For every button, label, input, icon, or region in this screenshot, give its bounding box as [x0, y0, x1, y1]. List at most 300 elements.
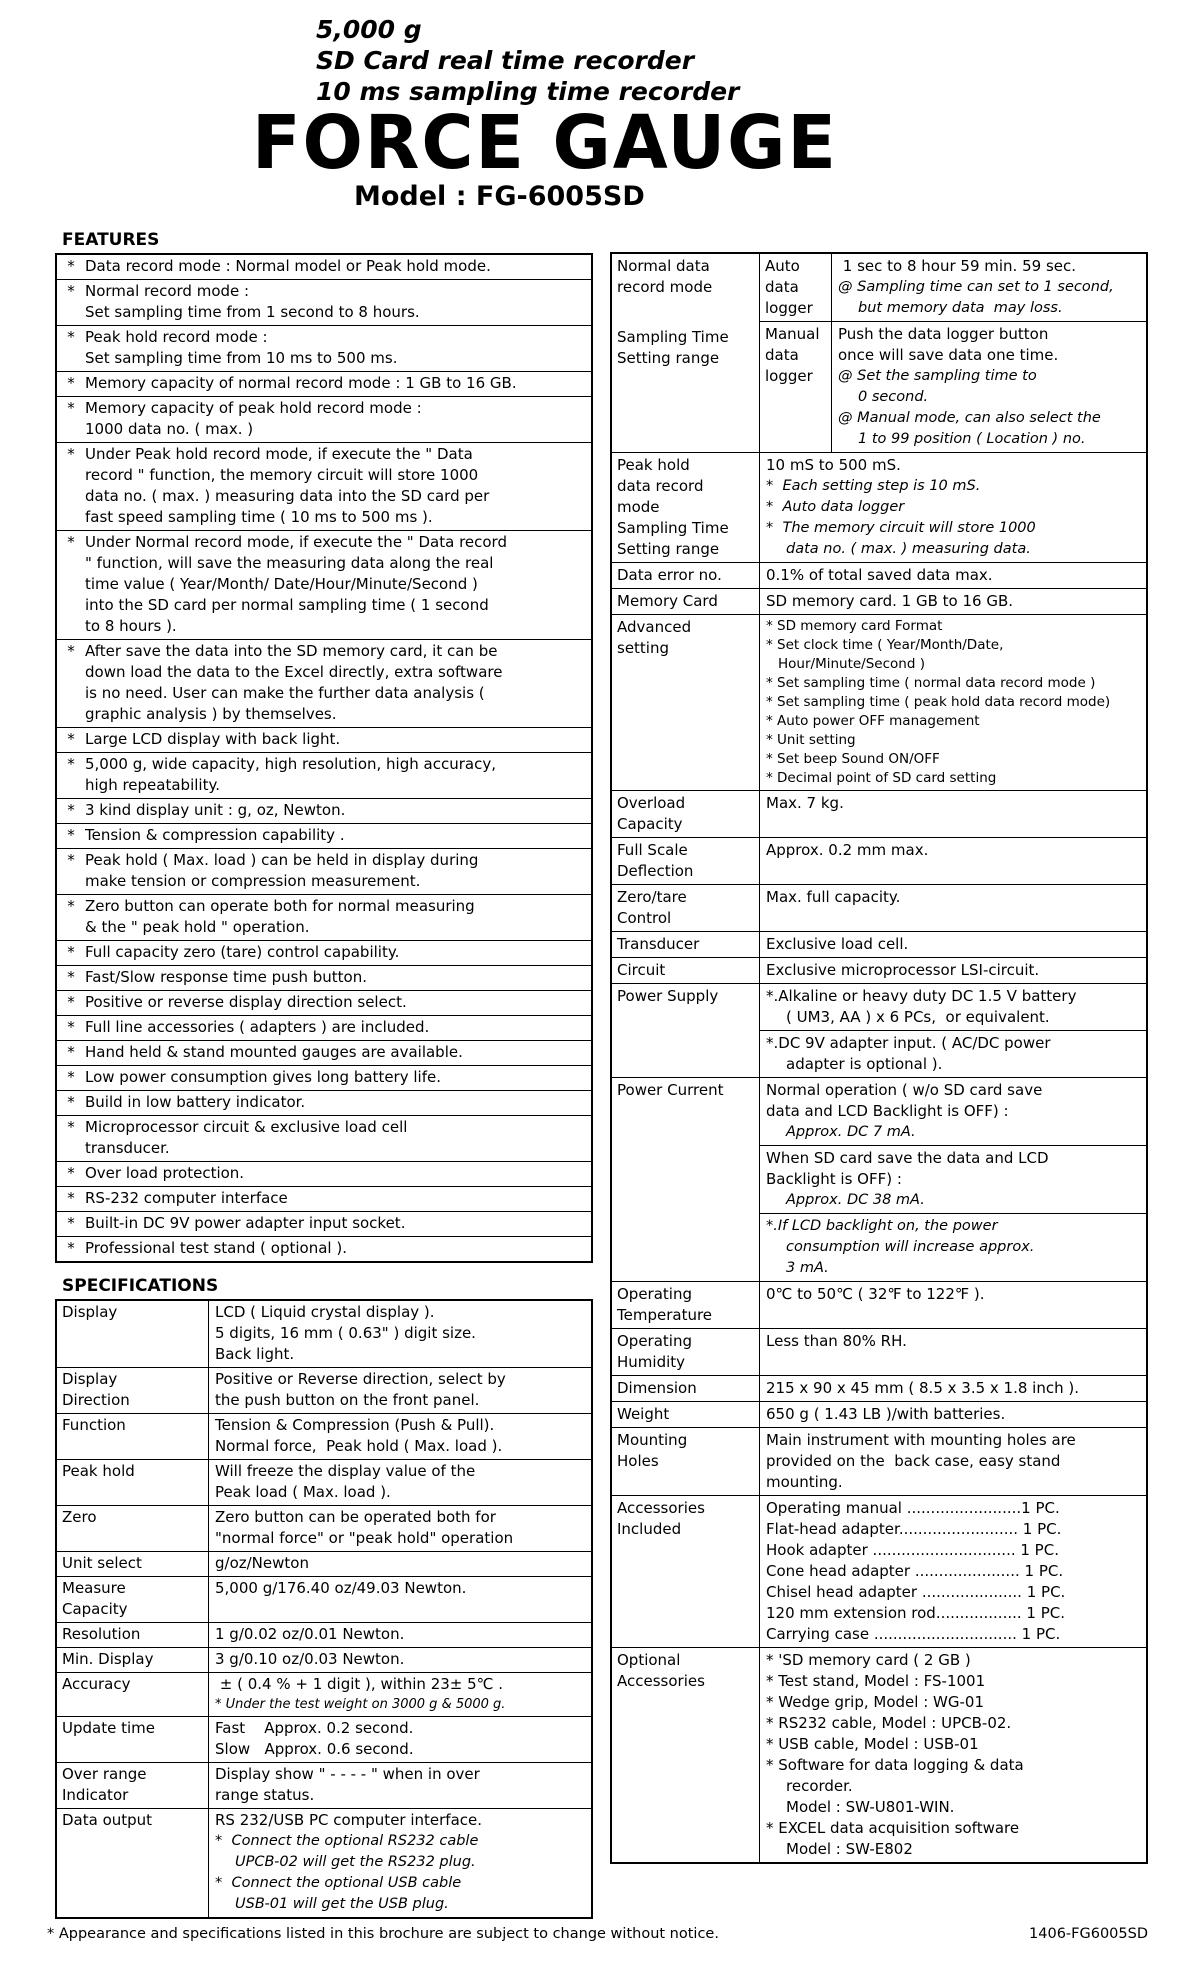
text-line: Zero button can be operated both for	[215, 1508, 496, 1526]
bullet-asterisk: *	[67, 1164, 75, 1182]
text-line: Less than 80% RH.	[766, 1332, 907, 1350]
detail-value	[760, 958, 1146, 983]
detail-value	[760, 1428, 1146, 1495]
text-line: Memory capacity of peak hold record mode :	[85, 399, 422, 417]
text-line: Cone head adapter ...................... 1 PC.	[766, 1562, 1064, 1580]
bullet-asterisk: *	[67, 1239, 75, 1257]
detail-subrow	[760, 254, 1146, 322]
text-line: Unit select	[62, 1554, 142, 1572]
text-line: Direction	[62, 1391, 130, 1409]
text-line: Zero button can operate both for normal measuring	[85, 897, 475, 915]
text-line: * Set sampling time ( normal data record mode )	[766, 675, 1096, 691]
text-line: is no need. User can make the further data analysis (	[85, 684, 485, 702]
detail-value-block	[760, 984, 1146, 1031]
text-line: 5 digits, 16 mm ( 0.63" ) digit size.	[215, 1324, 476, 1342]
text-line: logger	[765, 299, 813, 317]
detail-row	[612, 958, 1146, 984]
text-line: Setting range	[617, 540, 720, 558]
spec-value	[209, 1552, 591, 1576]
detail-label	[612, 1428, 760, 1495]
detail-value	[760, 615, 1146, 790]
detail-row	[612, 1402, 1146, 1428]
text-line: RS 232/USB PC computer interface.	[215, 1811, 483, 1829]
detail-value	[760, 791, 1146, 837]
text-line: * Set beep Sound ON/OFF	[766, 751, 940, 767]
feature-row	[57, 1066, 591, 1091]
text-line: *.Alkaline or heavy duty DC 1.5 V battery	[766, 987, 1077, 1005]
text-line: Under Peak hold record mode, if execute the " Data	[85, 445, 473, 463]
spec-value	[209, 1673, 591, 1716]
detail-subrow	[760, 322, 1146, 452]
spec-label	[57, 1301, 209, 1367]
detail-label	[612, 1376, 760, 1401]
spec-label	[57, 1673, 209, 1716]
feature-text	[85, 754, 588, 796]
text-line: Zero/tare	[617, 888, 687, 906]
text-line: Normal data	[617, 257, 710, 275]
spec-value	[209, 1809, 591, 1917]
spec-value	[209, 1648, 591, 1672]
text-line: Update time	[62, 1719, 155, 1737]
detail-label	[612, 885, 760, 931]
spec-row	[57, 1809, 591, 1917]
feature-row	[57, 1041, 591, 1066]
detail-value-block	[760, 1214, 1146, 1281]
text-line: the push button on the front panel.	[215, 1391, 480, 1409]
text-line: Low power consumption gives long battery life.	[85, 1068, 441, 1086]
text-line: Holes	[617, 1452, 659, 1470]
text-line: Display show " - - - - " when in over	[215, 1765, 480, 1783]
detail-row	[612, 984, 1146, 1078]
bullet-asterisk: *	[67, 1093, 75, 1111]
text-line: Accuracy	[62, 1675, 131, 1693]
text-line: * Connect the optional USB cable	[215, 1875, 462, 1891]
text-line: Approx. DC 38 mA.	[786, 1192, 925, 1208]
bullet-asterisk: *	[67, 1018, 75, 1036]
detail-value	[760, 1402, 1146, 1427]
detail-label	[612, 932, 760, 957]
detail-label	[612, 563, 760, 588]
feature-row	[57, 1212, 591, 1237]
spec-value	[209, 1368, 591, 1413]
text-line: * Test stand, Model : FS-1001	[766, 1672, 986, 1690]
detail-value	[760, 589, 1146, 614]
spec-label	[57, 1552, 209, 1576]
detail-row	[612, 254, 1146, 453]
feature-text	[85, 967, 588, 988]
feature-text	[85, 1163, 588, 1184]
detail-label	[612, 958, 760, 983]
text-line: Dimension	[617, 1379, 697, 1397]
text-line: Full capacity zero (tare) control capability.	[85, 943, 400, 961]
text-line: Included	[617, 1520, 682, 1538]
detail-label	[612, 1402, 760, 1427]
specifications-heading: SPECIFICATIONS	[62, 1276, 219, 1296]
text-line: Backlight is OFF) :	[766, 1170, 902, 1188]
detail-value	[832, 322, 1146, 452]
text-line: Push the data logger button	[838, 325, 1049, 343]
bullet-asterisk: *	[67, 1118, 75, 1136]
text-line: make tension or compression measurement.	[85, 872, 421, 890]
spec-value	[209, 1577, 591, 1622]
feature-row	[57, 1237, 591, 1261]
spec-row	[57, 1368, 591, 1414]
text-line: Max. full capacity.	[766, 888, 901, 906]
text-line: adapter is optional ).	[786, 1055, 943, 1073]
bullet-asterisk: *	[67, 445, 75, 463]
text-line: Data error no.	[617, 566, 722, 584]
text-line: Built-in DC 9V power adapter input socket.	[85, 1214, 406, 1232]
text-line: Manual	[765, 325, 820, 343]
detail-value-block	[760, 1078, 1146, 1146]
text-line: * Unit setting	[766, 732, 856, 748]
text-line: Professional test stand ( optional ).	[85, 1239, 347, 1257]
detail-value	[760, 932, 1146, 957]
feature-row	[57, 443, 591, 531]
text-line: Power Current	[617, 1081, 724, 1099]
text-line: Function	[62, 1416, 126, 1434]
text-line: Peak hold	[617, 456, 690, 474]
spec-value	[209, 1623, 591, 1647]
text-line: Peak hold	[62, 1462, 135, 1480]
text-line: "normal force" or "peak hold" operation	[215, 1529, 514, 1547]
detail-value	[760, 453, 1146, 562]
text-line: Power Supply	[617, 987, 719, 1005]
feature-row	[57, 531, 591, 640]
feature-text	[85, 1067, 588, 1088]
text-line: * Each setting step is 10 mS.	[766, 478, 981, 494]
feature-row	[57, 941, 591, 966]
text-line: SD memory card. 1 GB to 16 GB.	[766, 592, 1014, 610]
detail-label	[612, 791, 760, 837]
detail-label	[612, 1496, 760, 1647]
text-line: Approx. DC 7 mA.	[786, 1124, 916, 1140]
detail-row	[612, 1648, 1146, 1862]
spec-row	[57, 1623, 591, 1648]
detail-row	[612, 1078, 1146, 1282]
bullet-asterisk: *	[67, 897, 75, 915]
right-column	[610, 252, 1148, 1864]
text-line: USB-01 will get the USB plug.	[235, 1896, 449, 1912]
feature-row	[57, 640, 591, 728]
text-line: record " function, the memory circuit will store 1000	[85, 466, 479, 484]
feature-row	[57, 1016, 591, 1041]
bullet-asterisk: *	[67, 993, 75, 1011]
label-bottom	[617, 327, 755, 369]
detail-value	[760, 1329, 1146, 1375]
spec-value	[209, 1460, 591, 1505]
text-line: Operating	[617, 1332, 692, 1350]
text-line: UPCB-02 will get the RS232 plug.	[235, 1854, 476, 1870]
text-line: 1 to 99 position ( Location ) no.	[858, 431, 1086, 447]
text-line: data no. ( max. ) measuring data.	[786, 541, 1031, 557]
feature-text	[85, 1188, 588, 1209]
feature-text	[85, 825, 588, 846]
text-line: Flat-head adapter......................... 1 PC.	[766, 1520, 1062, 1538]
text-line: Model : SW-U801-WIN.	[786, 1798, 955, 1816]
detail-value	[760, 838, 1146, 884]
detail-row	[612, 563, 1146, 589]
text-line: Weight	[617, 1405, 670, 1423]
bullet-asterisk: *	[67, 1068, 75, 1086]
detail-row	[612, 589, 1146, 615]
text-line: Large LCD display with back light.	[85, 730, 341, 748]
feature-row	[57, 895, 591, 941]
text-line: & the " peak hold " operation.	[85, 918, 310, 936]
text-line: Tension & compression capability .	[85, 826, 345, 844]
tagline-3: 10 ms sampling time recorder	[316, 77, 740, 106]
text-line: Operating	[617, 1285, 692, 1303]
spec-row	[57, 1673, 591, 1717]
spec-row	[57, 1648, 591, 1673]
text-line: graphic analysis ) by themselves.	[85, 705, 337, 723]
text-line: Microprocessor circuit & exclusive load cell	[85, 1118, 408, 1136]
text-line: Deflection	[617, 862, 694, 880]
tagline-2: SD Card real time recorder	[316, 46, 695, 75]
left-column	[55, 230, 593, 1919]
text-line: Exclusive load cell.	[766, 935, 909, 953]
text-line: Zero	[62, 1508, 97, 1526]
text-line: Circuit	[617, 961, 666, 979]
text-line: transducer.	[85, 1139, 170, 1157]
sub-label	[760, 254, 832, 321]
detail-value-blocks	[760, 1078, 1146, 1281]
text-line: consumption will increase approx.	[786, 1239, 1035, 1255]
detail-row	[612, 1428, 1146, 1496]
text-line: Positive or Reverse direction, select by	[215, 1370, 506, 1388]
bullet-asterisk: *	[67, 801, 75, 819]
text-line: Positive or reverse display direction select.	[85, 993, 407, 1011]
text-line: Back light.	[215, 1345, 295, 1363]
tagline-1: 5,000 g	[316, 15, 422, 44]
text-line: RS-232 computer interface	[85, 1189, 288, 1207]
text-line: * Under the test weight on 3000 g & 5000 g.	[215, 1697, 506, 1712]
text-line: Main instrument with mounting holes are	[766, 1431, 1076, 1449]
feature-text	[85, 896, 588, 938]
bullet-asterisk: *	[67, 642, 75, 660]
text-line: Mounting	[617, 1431, 688, 1449]
detail-row	[612, 1329, 1146, 1376]
text-line: Peak load ( Max. load ).	[215, 1483, 391, 1501]
feature-text	[85, 327, 588, 369]
text-line: Memory Card	[617, 592, 718, 610]
spec-row	[57, 1460, 591, 1506]
text-line: Slow Approx. 0.6 second.	[215, 1740, 414, 1758]
text-line: data	[765, 278, 799, 296]
text-line: to 8 hours ).	[85, 617, 177, 635]
spec-label	[57, 1414, 209, 1459]
text-line: Hour/Minute/Second )	[778, 656, 925, 672]
text-line: Capacity	[62, 1600, 128, 1618]
label-top	[617, 256, 755, 298]
feature-row	[57, 255, 591, 280]
feature-text	[85, 729, 588, 750]
feature-text	[85, 850, 588, 892]
text-line: Full Scale	[617, 841, 688, 859]
text-line: 0.1% of total saved data max.	[766, 566, 993, 584]
spec-value	[209, 1763, 591, 1808]
text-line: setting	[617, 639, 670, 657]
detail-label	[612, 1078, 760, 1281]
feature-text	[85, 800, 588, 821]
text-line: * Auto power OFF management	[766, 713, 980, 729]
detail-row	[612, 453, 1146, 563]
feature-text	[85, 256, 588, 277]
feature-text	[85, 398, 588, 440]
feature-row	[57, 799, 591, 824]
feature-row	[57, 849, 591, 895]
text-line: 5,000 g, wide capacity, high resolution, high accuracy,	[85, 755, 496, 773]
detail-label	[612, 1329, 760, 1375]
text-line: Fast Approx. 0.2 second.	[215, 1719, 414, 1737]
text-line: time value ( Year/Month/ Date/Hour/Minute/Second )	[85, 575, 478, 593]
text-line: 5,000 g/176.40 oz/49.03 Newton.	[215, 1579, 467, 1597]
text-line: data	[765, 346, 799, 364]
detail-value	[760, 1282, 1146, 1328]
feature-row	[57, 1116, 591, 1162]
text-line: Model : SW-E802	[786, 1840, 913, 1858]
feature-row	[57, 372, 591, 397]
detail-value-blocks	[760, 984, 1146, 1077]
bullet-asterisk: *	[67, 826, 75, 844]
feature-row	[57, 1162, 591, 1187]
bullet-asterisk: *	[67, 851, 75, 869]
text-line: Normal operation ( w/o SD card save	[766, 1081, 1043, 1099]
detail-row	[612, 615, 1146, 791]
spec-label	[57, 1460, 209, 1505]
feature-row	[57, 728, 591, 753]
text-line: 650 g ( 1.43 LB )/with batteries.	[766, 1405, 1006, 1423]
text-line: Normal force, Peak hold ( Max. load ).	[215, 1437, 503, 1455]
text-line: Approx. 0.2 mm max.	[766, 841, 929, 859]
text-line: 1 sec to 8 hour 59 min. 59 sec.	[838, 257, 1077, 275]
text-line: Exclusive microprocessor LSI-circuit.	[766, 961, 1040, 979]
bullet-asterisk: *	[67, 730, 75, 748]
text-line: Resolution	[62, 1625, 141, 1643]
text-line: After save the data into the SD memory card, it can be	[85, 642, 498, 660]
text-line: Control	[617, 909, 672, 927]
text-line: * USB cable, Model : USB-01	[766, 1735, 979, 1753]
text-line: 1000 data no. ( max. )	[85, 420, 254, 438]
feature-text	[85, 373, 588, 394]
text-line: Hand held & stand mounted gauges are available.	[85, 1043, 463, 1061]
detail-label	[612, 615, 760, 790]
feature-text	[85, 444, 588, 528]
text-line: When SD card save the data and LCD	[766, 1149, 1049, 1167]
feature-row	[57, 1091, 591, 1116]
text-line: Humidity	[617, 1353, 686, 1371]
spec-label	[57, 1506, 209, 1551]
text-line: 120 mm extension rod.................. 1 PC.	[766, 1604, 1066, 1622]
spec-row	[57, 1552, 591, 1577]
text-line: Optional	[617, 1651, 681, 1669]
text-line: Capacity	[617, 815, 683, 833]
bullet-asterisk: *	[67, 1189, 75, 1207]
header	[252, 14, 862, 212]
text-line: provided on the back case, easy stand	[766, 1452, 1061, 1470]
text-line: Data output	[62, 1811, 153, 1829]
text-line: fast speed sampling time ( 10 ms to 500 ms ).	[85, 508, 433, 526]
spec-label	[57, 1577, 209, 1622]
text-line: 215 x 90 x 45 mm ( 8.5 x 3.5 x 1.8 inch ).	[766, 1379, 1079, 1397]
bullet-asterisk: *	[67, 257, 75, 275]
spec-row	[57, 1506, 591, 1552]
text-line: Peak hold record mode :	[85, 328, 268, 346]
detail-subrows	[760, 254, 1146, 452]
text-line: high repeatability.	[85, 776, 220, 794]
text-line: Advanced	[617, 618, 692, 636]
feature-text	[85, 1117, 588, 1159]
sub-label	[760, 322, 832, 452]
feature-text	[85, 281, 588, 323]
text-line: Over load protection.	[85, 1164, 245, 1182]
text-line: 3 kind display unit : g, oz, Newton.	[85, 801, 346, 819]
detail-row	[612, 1496, 1146, 1648]
bullet-asterisk: *	[67, 968, 75, 986]
text-line: Measure	[62, 1579, 126, 1597]
text-line: * RS232 cable, Model : UPCB-02.	[766, 1714, 1012, 1732]
text-line: data no. ( max. ) measuring data into the SD card per	[85, 487, 490, 505]
feature-row	[57, 824, 591, 849]
text-line: *.If LCD backlight on, the power	[766, 1218, 998, 1234]
spec-row	[57, 1301, 591, 1368]
bullet-asterisk: *	[67, 755, 75, 773]
feature-row	[57, 397, 591, 443]
text-line: Display	[62, 1370, 118, 1388]
text-line: Hook adapter .............................. 1 PC.	[766, 1541, 1059, 1559]
text-line: Fast/Slow response time push button.	[85, 968, 368, 986]
spec-label	[57, 1648, 209, 1672]
detail-row	[612, 1376, 1146, 1402]
text-line: @ Sampling time can set to 1 second,	[838, 279, 1114, 295]
text-line: recorder.	[786, 1777, 853, 1795]
text-line: mounting.	[766, 1473, 843, 1491]
text-line: " function, will save the measuring data along the real	[85, 554, 494, 572]
spec-label	[57, 1717, 209, 1762]
spec-row	[57, 1763, 591, 1809]
detail-value	[760, 1648, 1146, 1862]
features-table	[55, 253, 593, 1263]
detail-label	[612, 254, 760, 452]
feature-row	[57, 1187, 591, 1212]
feature-text	[85, 641, 588, 725]
feature-row	[57, 280, 591, 326]
detail-value	[760, 563, 1146, 588]
bullet-asterisk: *	[67, 328, 75, 346]
text-line: Sampling Time	[617, 519, 729, 537]
feature-text	[85, 1213, 588, 1234]
text-line: range status.	[215, 1786, 315, 1804]
text-line: * Connect the optional RS232 cable	[215, 1833, 479, 1849]
model-number: Model : FG-6005SD	[354, 181, 645, 212]
feature-text	[85, 942, 588, 963]
text-line: Set sampling time from 1 second to 8 hours.	[85, 303, 420, 321]
text-line: Display	[62, 1303, 118, 1321]
detail-row	[612, 1282, 1146, 1329]
spec-row	[57, 1717, 591, 1763]
spec-label	[57, 1763, 209, 1808]
text-line: * SD memory card Format	[766, 618, 943, 634]
spec-value	[209, 1414, 591, 1459]
text-line: down load the data to the Excel directly, extra software	[85, 663, 503, 681]
text-line: into the SD card per normal sampling time ( 1 second	[85, 596, 489, 614]
text-line: Under Normal record mode, if execute the " Data record	[85, 533, 507, 551]
text-line: * The memory circuit will store 1000	[766, 520, 1036, 536]
text-line: Accessories	[617, 1499, 705, 1517]
text-line: @ Manual mode, can also select the	[838, 410, 1101, 426]
text-line: Overload	[617, 794, 686, 812]
bullet-asterisk: *	[67, 282, 75, 300]
